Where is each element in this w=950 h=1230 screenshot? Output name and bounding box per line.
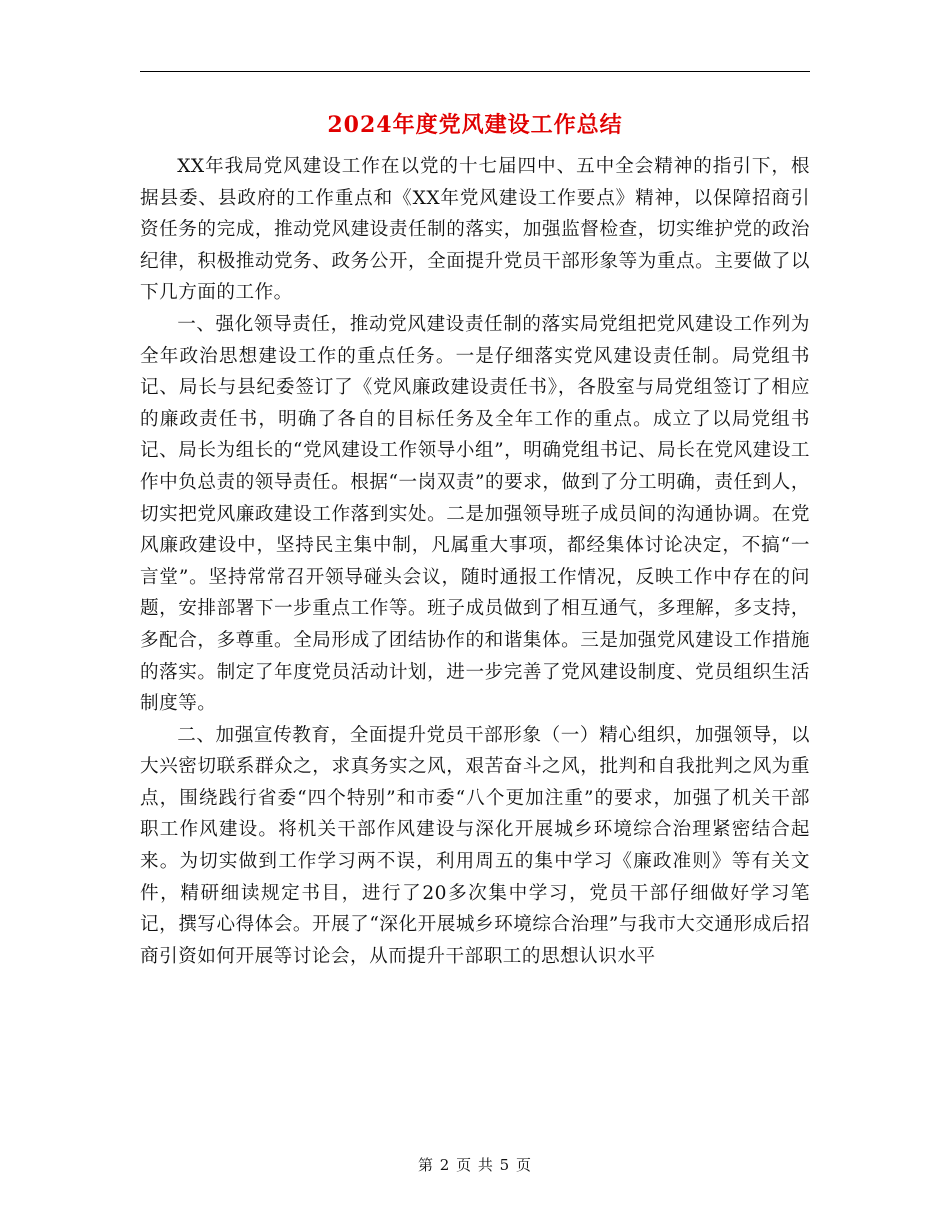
document-title: 2024年度党风建设工作总结	[327, 112, 623, 138]
paragraph-intro: XX年我局党风建设工作在以党的十七届四中、五中全会精神的指引下，根据县委、县政府的工作重点和《XX年党风建设工作要点》精神，以保障招商引资任务的完成，推动党风建设责任制的落实，加强监督检查，切实维护党的政治纪律，积极推动党务、政务公开，全面提升党员干部形象等为重点。主要做了以下几方面的工作。	[140, 156, 810, 304]
paragraph-section-two: 二、加强宣传教育，全面提升党员干部形象（一）精心组织，加强领导，以大兴密切联系群众之，求真务实之风，艰苦奋斗之风，批判和自我批判之风为重点，围绕践行省委“四个特别”和市委“八个更加注重”的要求，加强了机关干部职工作风建设。将机关干部作风建设与深化开展城乡环境综合治理紧密结合起来。为切实做到工作学习两不误，利用周五的集中学习《廉政准则》等有关文件，精研细读规定书目，进行了20多次集中学习，党员干部仔细做好学习笔记，撰写心得体会。开展了“深化开展城乡环境综合治理”与我市大交通形成后招商引资如何开展等讨论会，从而提升干部职工的思想认识水平	[140, 724, 810, 967]
paragraph-section-one: 一、强化领导责任，推动党风建设责任制的落实局党组把党风建设工作列为全年政治思想建设工作的重点任务。一是仔细落实党风建设责任制。局党组书记、局长与县纪委签订了《党风廉政建设责任书》，各股室与局党组签订了相应的廉政责任书，明确了各自的目标任务及全年工作的重点。成立了以局党组书记、局长为组长的“党风建设工作领导小组”，明确党组书记、局长在党风建设工作中负总责的领导责任。根据“一岗双责”的要求，做到了分工明确，责任到人，切实把党风廉政建设工作落到实处。二是加强领导班子成员间的沟通协调。在党风廉政建设中，坚持民主集中制，凡属重大事项，都经集体讨论决定，不搞“一言堂”。坚持常常召开领导碰头会议，随时通报工作情况，反映工作中存在的问题，安排部署下一步重点工作等。班子成员做到了相互通气，多理解，多支持，多配合，多尊重。全局形成了团结协作的和谐集体。三是加强党风建设工作措施的落实。制定了年度党员活动计划，进一步完善了党风建设制度、党员组织生活制度等。	[140, 313, 810, 715]
document-body	[140, 151, 810, 972]
page-number: 第 2 页 共 5 页	[418, 1156, 532, 1174]
header-rule	[140, 71, 810, 72]
